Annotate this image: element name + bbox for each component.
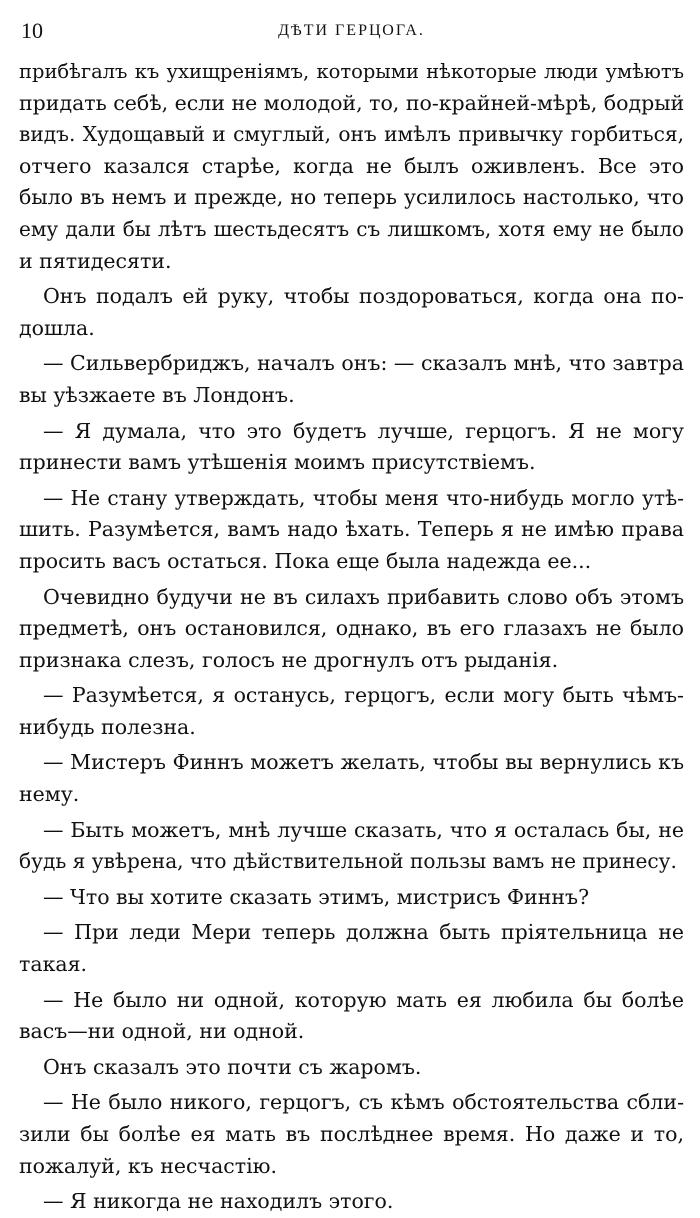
text-line: вы уѣзжаете въ Лондонъ. <box>19 382 295 407</box>
text-line: нему. <box>19 782 80 807</box>
text-line: видъ. Худощавый и смуглый, онъ имѣлъ привычку горбиться, <box>19 122 684 147</box>
text-line: — Не стану утверждать, чтобы меня что-нибудь могло утѣ- <box>43 485 684 510</box>
text-line: ему дали бы лѣтъ шестьдесятъ съ лишкомъ, хотя ему не было <box>19 216 684 241</box>
text-line: Онъ сказалъ это почти съ жаромъ. <box>43 1054 422 1079</box>
text-line: — Мистеръ Финнъ можетъ желать, чтобы вы вернулись къ <box>43 750 684 775</box>
text-line: — Быть можетъ, мнѣ лучше сказать, что я осталась бы, не <box>43 817 684 842</box>
paragraph <box>19 281 684 344</box>
text-line: — Разумѣется, я останусь, герцогъ, если могу быть чѣмъ- <box>43 683 684 708</box>
page-header <box>19 10 684 56</box>
paragraph <box>19 917 684 980</box>
text-line: было въ немъ и прежде, но теперь усилилось настолько, что <box>19 185 684 210</box>
text-line: Очевидно будучи не въ силахъ прибавить слово объ этомъ <box>43 584 684 609</box>
text-line: принести вамъ утѣшенія моимъ присутствіемъ. <box>19 450 536 475</box>
paragraph <box>19 985 684 1048</box>
text-line: — При леди Мери теперь должна быть пріятельница не <box>43 920 684 945</box>
paragraph <box>19 582 684 677</box>
text-line: предметѣ, онъ остановился, однако, въ его глазахъ не было <box>19 616 684 641</box>
paragraph <box>19 882 684 914</box>
paragraph <box>19 416 684 479</box>
paragraph <box>19 483 684 578</box>
page-number: 10 <box>21 18 43 43</box>
text-line: придать себѣ, если не молодой, то, по-крайней-мѣрѣ, бодрый <box>19 90 685 115</box>
running-title: ДѢТИ ГЕРЦОГА. <box>278 22 425 39</box>
paragraph <box>19 1186 684 1218</box>
text-line: такая. <box>19 952 88 977</box>
text-line: зили бы болѣе ея мать въ послѣднее время. Но даже и то, <box>19 1122 684 1146</box>
text-line: прибѣгалъ къ ухищреніямъ, которыми нѣкоторые люди умѣютъ <box>19 60 684 83</box>
body-text <box>19 56 684 1218</box>
paragraph <box>19 815 684 878</box>
text-line: Онъ подалъ ей руку, чтобы поздороваться, когда она по- <box>43 284 684 309</box>
text-line: просить васъ остаться. Пока еще была надежда ее... <box>19 548 592 573</box>
text-line: признака слезъ, голосъ не дрогнулъ отъ рыданія. <box>19 647 559 672</box>
paragraph <box>19 348 684 411</box>
text-line: отчего казался старѣе, когда не былъ оживленъ. Все это <box>19 153 684 178</box>
text-line: васъ—ни одной, ни одной. <box>19 1019 305 1044</box>
text-line: — Не было никого, герцогъ, съ кѣмъ обстоятельства сбли- <box>43 1090 684 1115</box>
paragraph <box>19 1052 684 1084</box>
text-line: — Сильвербриджъ, началъ онъ: — сказалъ мнѣ, что завтра <box>43 351 684 376</box>
paragraph <box>19 680 684 743</box>
text-line: и пятидесяти. <box>19 248 172 273</box>
text-line: — Я никогда не находилъ этого. <box>43 1189 394 1214</box>
text-line: — Не было ни одной, которую мать ея любила бы болѣе <box>43 987 684 1012</box>
text-line: — Что вы хотите сказать этимъ, мистрисъ Финнъ? <box>43 884 590 909</box>
text-line: — Я думала, что это будетъ лучше, герцогъ. Я не могу <box>43 418 684 443</box>
text-line: нибудь полезна. <box>19 714 196 739</box>
text-line: будь я увѣрена, что дѣйствительной пользы вамъ не принесу. <box>19 849 677 874</box>
text-line: шить. Разумѣется, вамъ надо ѣхать. Теперь я не имѣю права <box>19 517 684 542</box>
text-line: пожалуй, къ несчастію. <box>19 1153 278 1178</box>
paragraph <box>19 747 684 810</box>
text-line: дошла. <box>19 315 95 340</box>
paragraph <box>19 1087 684 1182</box>
paragraph <box>19 56 684 277</box>
